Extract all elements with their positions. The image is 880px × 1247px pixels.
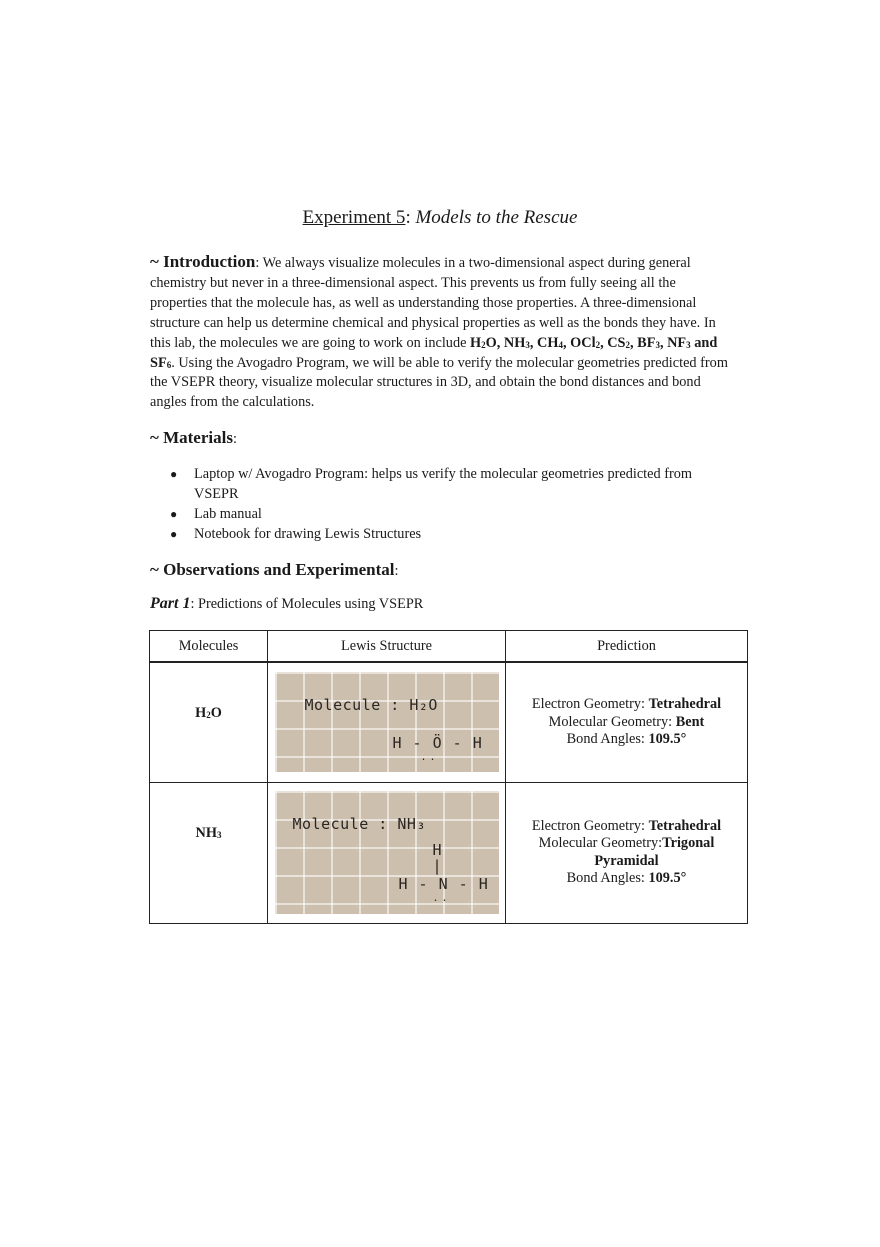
molecule-bf3: $BF_3$, (637, 334, 664, 351)
lewis-structure-photo-nh3: Molecule : NH₃ H | H - N - H .. (275, 791, 499, 914)
materials-list (168, 465, 738, 545)
list-item: ● Notebook for drawing Lewis Structures (168, 525, 738, 545)
list-item: ● Lab manual (168, 505, 738, 525)
title-separator: : (405, 207, 416, 228)
molecule-h2o: $H_2O$, (470, 334, 504, 351)
title-subtitle: Models to the Rescue (415, 207, 578, 228)
column-header-molecules: Molecules (150, 631, 268, 663)
molecular-geometry: Molecular Geometry:Trigonal Pyramidal (538, 835, 715, 869)
molecule-cell: $H_2O$ (150, 662, 268, 782)
molecular-geometry: Molecular Geometry: Bent (548, 713, 705, 730)
molecule-ch4: $CH_4$, (537, 334, 571, 351)
page-title (0, 207, 880, 229)
molecule-cs2: $CS_2$, (607, 334, 638, 351)
observations-heading: Observations and Experimental (163, 560, 395, 579)
bullet-icon: ● (170, 506, 178, 521)
materials-heading-line: ~ Materials: (150, 428, 237, 447)
introduction-heading: Introduction (163, 252, 256, 271)
introduction-text-1: : We always visualize molecules in a two-dimensional aspect during general chemistry but never in a three-dimensional aspect. This prevents us from fully seeing all the properties that the molecule has, as well as understanding those properties. A three-dimensional structure can help us determine chemical and physical properties as well as the bonds they have. In this lab, the molecules we are going to work on include (150, 255, 716, 351)
bond-angles: Bond Angles: 109.5° (566, 731, 687, 747)
introduction-section (150, 252, 730, 413)
lewis-structure-cell (268, 662, 506, 782)
bullet-icon: ● (170, 526, 178, 541)
molecule-cell: $NH_3$ (150, 782, 268, 923)
observations-heading-line: ~ Observations and Experimental: (150, 560, 399, 579)
molecule-nf3: $NF_3$ and (667, 334, 718, 351)
introduction-text-2: . Using the Avogadro Program, we will be able to verify the molecular geometries predicted from the VSEPR theory, visualize molecular structures in 3D, and obtain the bond distances and bond angles from the calculations. (150, 354, 728, 411)
materials-heading: Materials (163, 428, 233, 447)
title-main: Experiment 5 (302, 207, 406, 228)
lewis-structure-photo-h2o: Molecule : H₂O H - Ö - H .. (275, 672, 499, 772)
lewis-structure-cell (268, 782, 506, 923)
table-row (150, 782, 748, 923)
molecule-sf6: $SF_6$ (150, 354, 172, 371)
prediction-cell (506, 782, 748, 923)
electron-geometry: Electron Geometry: Tetrahedral (531, 696, 722, 712)
electron-geometry: Electron Geometry: Tetrahedral (531, 817, 722, 834)
table-row (150, 662, 748, 782)
part1-text: : Predictions of Molecules using VSEPR (190, 596, 424, 612)
molecule-nh3: $NH_3$, (503, 334, 538, 351)
column-header-lewis-structure: Lewis Structure (268, 631, 506, 663)
introduction-tilde: ~ (150, 252, 164, 271)
predictions-table (149, 630, 748, 924)
bond-angles: Bond Angles: 109.5° (566, 870, 687, 886)
table-header-row (150, 631, 748, 663)
column-header-prediction: Prediction (506, 631, 748, 663)
molecule-ocl2: OCl$_2$, (570, 334, 608, 351)
part1-heading (150, 595, 730, 613)
prediction-cell (506, 662, 748, 782)
part1-label: Part 1 (150, 595, 191, 612)
list-item: ● Laptop w/ Avogadro Program: helps us verify the molecular geometries predicted from VSEPR (170, 466, 692, 502)
bullet-icon: ● (170, 467, 178, 481)
